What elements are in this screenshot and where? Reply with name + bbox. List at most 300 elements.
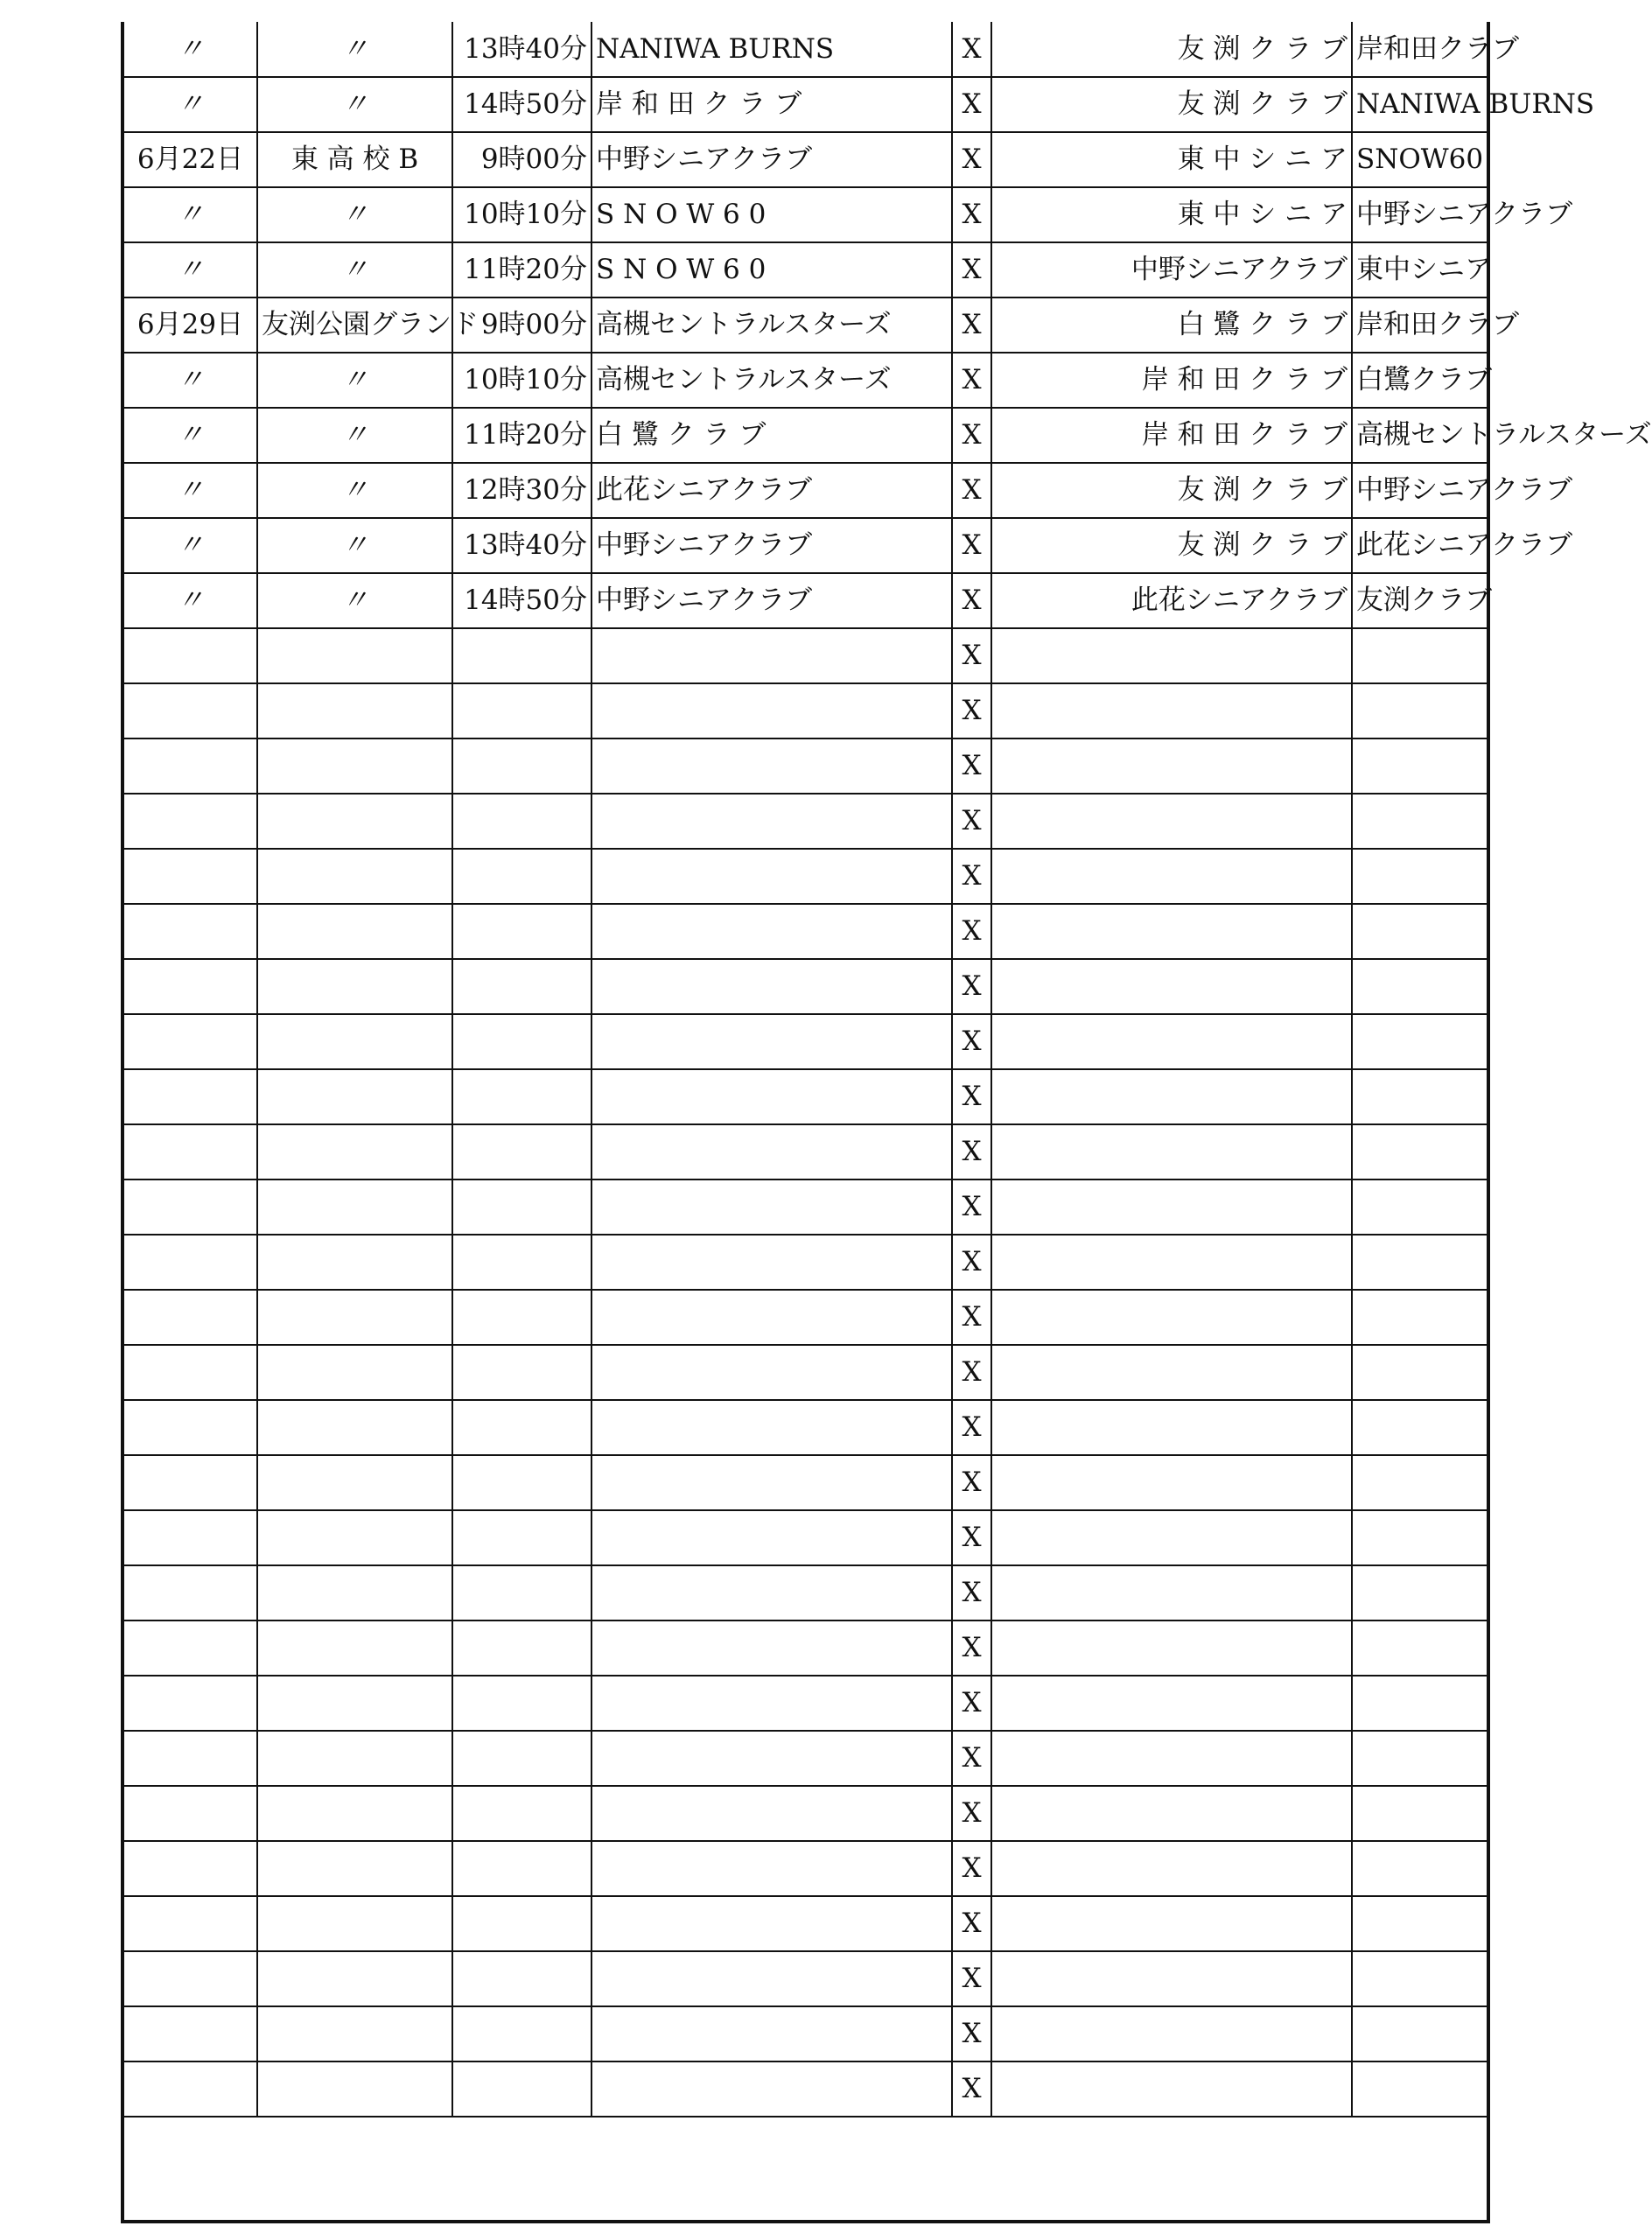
date-cell (124, 1620, 257, 1676)
date-cell (124, 1896, 257, 1951)
table-row (124, 408, 1487, 463)
umpire-team-cell (1352, 1455, 1487, 1510)
date-cell: 〃 (124, 463, 257, 518)
venue-cell (257, 1565, 452, 1620)
umpire-team-cell: 東中シニア (1352, 242, 1487, 298)
venue-cell (257, 1345, 452, 1400)
umpire-team-cell (1352, 1841, 1487, 1896)
home-team-cell (592, 1731, 952, 1786)
date-cell (124, 1345, 257, 1400)
start-time-cell (452, 1841, 592, 1896)
date-cell: 〃 (124, 573, 257, 628)
away-team-cell (991, 1290, 1352, 1345)
table-row (124, 22, 1487, 77)
umpire-team-cell (1352, 2062, 1487, 2117)
table-row (124, 573, 1487, 628)
start-time-cell (452, 1676, 592, 1731)
away-team-cell (991, 1565, 1352, 1620)
date-cell (124, 959, 257, 1014)
start-time-cell (452, 683, 592, 738)
date-cell (124, 1290, 257, 1345)
date-cell: 〃 (124, 22, 257, 77)
start-time-cell (452, 1620, 592, 1676)
date-cell: 〃 (124, 518, 257, 573)
versus-mark: X (952, 1896, 991, 1951)
venue-cell: 〃 (257, 573, 452, 628)
home-team-cell (592, 683, 952, 738)
empty-table-row (124, 1124, 1487, 1180)
umpire-team-cell: 中野シニアクラブ (1352, 463, 1487, 518)
start-time-cell (452, 1565, 592, 1620)
home-team-cell: 中野シニアクラブ (592, 518, 952, 573)
umpire-team-cell (1352, 1786, 1487, 1841)
home-team-cell (592, 1400, 952, 1455)
empty-table-row (124, 1786, 1487, 1841)
date-cell (124, 1510, 257, 1565)
venue-cell (257, 1786, 452, 1841)
home-team-cell (592, 794, 952, 849)
versus-mark: X (952, 904, 991, 959)
away-team-cell: 岸 和 田 ク ラ ブ (991, 408, 1352, 463)
versus-mark: X (952, 1841, 991, 1896)
umpire-team-cell (1352, 1620, 1487, 1676)
start-time-cell: 9時00分 (452, 298, 592, 353)
venue-cell (257, 794, 452, 849)
start-time-cell (452, 628, 592, 683)
date-cell (124, 1400, 257, 1455)
umpire-team-cell (1352, 1510, 1487, 1565)
venue-cell (257, 628, 452, 683)
empty-table-row (124, 1400, 1487, 1455)
umpire-team-cell (1352, 738, 1487, 794)
start-time-cell (452, 2062, 592, 2117)
umpire-team-cell (1352, 1731, 1487, 1786)
start-time-cell (452, 1014, 592, 1069)
away-team-cell (991, 794, 1352, 849)
date-cell: 〃 (124, 187, 257, 242)
umpire-team-cell (1352, 1896, 1487, 1951)
home-team-cell (592, 1124, 952, 1180)
home-team-cell (592, 1290, 952, 1345)
home-team-cell (592, 1455, 952, 1510)
away-team-cell: 白 鷺 ク ラ ブ (991, 298, 1352, 353)
venue-cell (257, 1290, 452, 1345)
umpire-team-cell (1352, 1014, 1487, 1069)
venue-cell: 〃 (257, 353, 452, 408)
away-team-cell (991, 849, 1352, 904)
date-cell (124, 683, 257, 738)
empty-table-row (124, 1455, 1487, 1510)
home-team-cell (592, 904, 952, 959)
umpire-team-cell (1352, 1235, 1487, 1290)
versus-mark: X (952, 1400, 991, 1455)
away-team-cell (991, 2062, 1352, 2117)
date-cell (124, 1455, 257, 1510)
umpire-team-cell (1352, 1180, 1487, 1235)
date-cell (124, 2006, 257, 2062)
versus-mark: X (952, 2062, 991, 2117)
away-team-cell (991, 1345, 1352, 1400)
home-team-cell: NANIWA BURNS (592, 22, 952, 77)
venue-cell (257, 959, 452, 1014)
date-cell (124, 1786, 257, 1841)
versus-mark: X (952, 1620, 991, 1676)
versus-mark: X (952, 1565, 991, 1620)
start-time-cell (452, 1124, 592, 1180)
versus-mark: X (952, 2006, 991, 2062)
empty-table-row (124, 1235, 1487, 1290)
away-team-cell (991, 1786, 1352, 1841)
umpire-team-cell (1352, 849, 1487, 904)
empty-table-row (124, 1565, 1487, 1620)
venue-cell (257, 849, 452, 904)
away-team-cell (991, 1235, 1352, 1290)
home-team-cell (592, 1786, 952, 1841)
home-team-cell (592, 1014, 952, 1069)
home-team-cell: 此花シニアクラブ (592, 463, 952, 518)
start-time-cell (452, 1896, 592, 1951)
away-team-cell (991, 1180, 1352, 1235)
date-cell (124, 1565, 257, 1620)
venue-cell: 〃 (257, 518, 452, 573)
match-schedule-table (124, 22, 1652, 2118)
start-time-cell (452, 1180, 592, 1235)
versus-mark: X (952, 408, 991, 463)
umpire-team-cell (1352, 794, 1487, 849)
start-time-cell (452, 1951, 592, 2006)
empty-table-row (124, 1676, 1487, 1731)
versus-mark: X (952, 959, 991, 1014)
venue-cell: 〃 (257, 77, 452, 132)
umpire-team-cell (1352, 628, 1487, 683)
home-team-cell: 高槻セントラルスターズ (592, 353, 952, 408)
away-team-cell: 友 渕 ク ラ ブ (991, 22, 1352, 77)
away-team-cell (991, 1124, 1352, 1180)
empty-table-row (124, 794, 1487, 849)
empty-table-row (124, 2006, 1487, 2062)
home-team-cell (592, 628, 952, 683)
start-time-cell (452, 1345, 592, 1400)
umpire-team-cell (1352, 2006, 1487, 2062)
date-cell (124, 904, 257, 959)
home-team-cell: S N O W 6 0 (592, 187, 952, 242)
start-time-cell (452, 1510, 592, 1565)
home-team-cell (592, 1841, 952, 1896)
empty-table-row (124, 628, 1487, 683)
home-team-cell (592, 1180, 952, 1235)
umpire-team-cell: NANIWA BURNS (1352, 77, 1487, 132)
versus-mark: X (952, 628, 991, 683)
empty-table-row (124, 1180, 1487, 1235)
venue-cell (257, 2006, 452, 2062)
empty-table-row (124, 1951, 1487, 2006)
home-team-cell: 高槻セントラルスターズ (592, 298, 952, 353)
date-cell (124, 1235, 257, 1290)
table-row (124, 298, 1487, 353)
venue-cell (257, 1235, 452, 1290)
date-cell: 〃 (124, 353, 257, 408)
away-team-cell: 中野シニアクラブ (991, 242, 1352, 298)
away-team-cell (991, 1455, 1352, 1510)
empty-table-row (124, 1290, 1487, 1345)
empty-table-row (124, 1345, 1487, 1400)
date-cell: 6月29日 (124, 298, 257, 353)
versus-mark: X (952, 1345, 991, 1400)
home-team-cell (592, 1235, 952, 1290)
start-time-cell (452, 794, 592, 849)
away-team-cell (991, 738, 1352, 794)
date-cell (124, 2062, 257, 2117)
umpire-team-cell: 白鷺クラブ (1352, 353, 1487, 408)
versus-mark: X (952, 1180, 991, 1235)
table-row (124, 187, 1487, 242)
versus-mark: X (952, 132, 991, 187)
home-team-cell (592, 1345, 952, 1400)
date-cell: 6月22日 (124, 132, 257, 187)
umpire-team-cell (1352, 1565, 1487, 1620)
empty-table-row (124, 1620, 1487, 1676)
versus-mark: X (952, 353, 991, 408)
away-team-cell (991, 1951, 1352, 2006)
umpire-team-cell (1352, 1290, 1487, 1345)
start-time-cell (452, 1786, 592, 1841)
date-cell (124, 1014, 257, 1069)
away-team-cell (991, 1069, 1352, 1124)
date-cell (124, 1731, 257, 1786)
venue-cell (257, 1731, 452, 1786)
away-team-cell (991, 1014, 1352, 1069)
date-cell (124, 1180, 257, 1235)
empty-table-row (124, 904, 1487, 959)
versus-mark: X (952, 1510, 991, 1565)
umpire-team-cell: 此花シニアクラブ (1352, 518, 1487, 573)
start-time-cell (452, 2006, 592, 2062)
start-time-cell: 14時50分 (452, 77, 592, 132)
start-time-cell: 14時50分 (452, 573, 592, 628)
date-cell (124, 1069, 257, 1124)
date-cell (124, 849, 257, 904)
schedule-body (124, 22, 1652, 2117)
venue-cell (257, 1620, 452, 1676)
venue-cell (257, 1069, 452, 1124)
home-team-cell (592, 1565, 952, 1620)
umpire-team-cell (1352, 1069, 1487, 1124)
home-team-cell: 中野シニアクラブ (592, 573, 952, 628)
start-time-cell: 11時20分 (452, 242, 592, 298)
versus-mark: X (952, 794, 991, 849)
start-time-cell: 10時10分 (452, 187, 592, 242)
away-team-cell: 此花シニアクラブ (991, 573, 1352, 628)
start-time-cell: 10時10分 (452, 353, 592, 408)
empty-table-row (124, 1731, 1487, 1786)
home-team-cell (592, 1896, 952, 1951)
away-team-cell (991, 1620, 1352, 1676)
date-cell: 〃 (124, 408, 257, 463)
umpire-team-cell (1352, 683, 1487, 738)
home-team-cell (592, 2062, 952, 2117)
versus-mark: X (952, 1786, 991, 1841)
umpire-team-cell (1352, 1676, 1487, 1731)
venue-cell: 〃 (257, 408, 452, 463)
venue-cell (257, 1400, 452, 1455)
versus-mark: X (952, 1951, 991, 2006)
umpire-team-cell: SNOW60 (1352, 132, 1487, 187)
away-team-cell: 東 中 シ ニ ア (991, 132, 1352, 187)
umpire-team-cell (1352, 1951, 1487, 2006)
versus-mark: X (952, 242, 991, 298)
away-team-cell (991, 2006, 1352, 2062)
versus-mark: X (952, 518, 991, 573)
versus-mark: X (952, 573, 991, 628)
start-time-cell (452, 1400, 592, 1455)
date-cell (124, 1951, 257, 2006)
date-cell (124, 1676, 257, 1731)
start-time-cell: 9時00分 (452, 132, 592, 187)
versus-mark: X (952, 1014, 991, 1069)
away-team-cell: 岸 和 田 ク ラ ブ (991, 353, 1352, 408)
table-row (124, 518, 1487, 573)
start-time-cell (452, 738, 592, 794)
venue-cell (257, 683, 452, 738)
versus-mark: X (952, 1455, 991, 1510)
venue-cell (257, 1896, 452, 1951)
away-team-cell (991, 1510, 1352, 1565)
empty-table-row (124, 2062, 1487, 2117)
venue-cell (257, 1014, 452, 1069)
empty-table-row (124, 738, 1487, 794)
venue-cell (257, 904, 452, 959)
venue-cell: 〃 (257, 187, 452, 242)
venue-cell (257, 1124, 452, 1180)
away-team-cell: 友 渕 ク ラ ブ (991, 518, 1352, 573)
venue-cell (257, 2062, 452, 2117)
versus-mark: X (952, 683, 991, 738)
venue-cell: 〃 (257, 463, 452, 518)
away-team-cell (991, 1676, 1352, 1731)
venue-cell (257, 1455, 452, 1510)
home-team-cell (592, 2006, 952, 2062)
empty-table-row (124, 1510, 1487, 1565)
versus-mark: X (952, 1235, 991, 1290)
start-time-cell (452, 904, 592, 959)
table-row (124, 353, 1487, 408)
empty-table-row (124, 1014, 1487, 1069)
umpire-team-cell (1352, 1345, 1487, 1400)
versus-mark: X (952, 1676, 991, 1731)
schedule-sheet (121, 22, 1652, 2223)
umpire-team-cell: 友渕クラブ (1352, 573, 1487, 628)
away-team-cell (991, 1896, 1352, 1951)
home-team-cell (592, 1676, 952, 1731)
umpire-team-cell (1352, 1400, 1487, 1455)
date-cell (124, 738, 257, 794)
home-team-cell: 岸 和 田 ク ラ ブ (592, 77, 952, 132)
away-team-cell: 東 中 シ ニ ア (991, 187, 1352, 242)
home-team-cell: S N O W 6 0 (592, 242, 952, 298)
versus-mark: X (952, 1069, 991, 1124)
away-team-cell: 友 渕 ク ラ ブ (991, 77, 1352, 132)
umpire-team-cell (1352, 904, 1487, 959)
venue-cell (257, 1841, 452, 1896)
umpire-team-cell (1352, 959, 1487, 1014)
venue-cell: 〃 (257, 22, 452, 77)
start-time-cell (452, 1455, 592, 1510)
date-cell (124, 628, 257, 683)
umpire-team-cell (1352, 1124, 1487, 1180)
umpire-team-cell: 中野シニアクラブ (1352, 187, 1487, 242)
away-team-cell: 友 渕 ク ラ ブ (991, 463, 1352, 518)
start-time-cell: 11時20分 (452, 408, 592, 463)
versus-mark: X (952, 1124, 991, 1180)
date-cell: 〃 (124, 77, 257, 132)
empty-table-row (124, 683, 1487, 738)
versus-mark: X (952, 22, 991, 77)
venue-cell (257, 1180, 452, 1235)
away-team-cell (991, 683, 1352, 738)
versus-mark: X (952, 1731, 991, 1786)
empty-table-row (124, 959, 1487, 1014)
away-team-cell (991, 959, 1352, 1014)
date-cell (124, 1841, 257, 1896)
umpire-team-cell: 岸和田クラブ (1352, 298, 1487, 353)
umpire-team-cell: 岸和田クラブ (1352, 22, 1487, 77)
home-team-cell (592, 1620, 952, 1676)
home-team-cell (592, 959, 952, 1014)
venue-cell (257, 1510, 452, 1565)
table-row (124, 132, 1487, 187)
date-cell (124, 1124, 257, 1180)
start-time-cell (452, 1235, 592, 1290)
versus-mark: X (952, 738, 991, 794)
venue-cell (257, 1676, 452, 1731)
empty-table-row (124, 1841, 1487, 1896)
versus-mark: X (952, 187, 991, 242)
venue-cell: 友渕公園グランド (257, 298, 452, 353)
versus-mark: X (952, 463, 991, 518)
home-team-cell (592, 1510, 952, 1565)
start-time-cell (452, 1069, 592, 1124)
home-team-cell: 白 鷺 ク ラ ブ (592, 408, 952, 463)
away-team-cell (991, 628, 1352, 683)
table-row (124, 77, 1487, 132)
date-cell: 〃 (124, 242, 257, 298)
date-cell (124, 794, 257, 849)
start-time-cell: 13時40分 (452, 518, 592, 573)
start-time-cell (452, 959, 592, 1014)
home-team-cell (592, 738, 952, 794)
venue-cell: 〃 (257, 242, 452, 298)
home-team-cell (592, 1951, 952, 2006)
empty-table-row (124, 1896, 1487, 1951)
away-team-cell (991, 1731, 1352, 1786)
umpire-team-cell: 高槻セントラルスターズ (1352, 408, 1487, 463)
venue-cell: 東 高 校 B (257, 132, 452, 187)
venue-cell (257, 738, 452, 794)
empty-table-row (124, 849, 1487, 904)
table-row (124, 242, 1487, 298)
versus-mark: X (952, 1290, 991, 1345)
venue-cell (257, 1951, 452, 2006)
versus-mark: X (952, 298, 991, 353)
versus-mark: X (952, 77, 991, 132)
home-team-cell (592, 849, 952, 904)
table-row (124, 463, 1487, 518)
versus-mark: X (952, 849, 991, 904)
start-time-cell: 13時40分 (452, 22, 592, 77)
away-team-cell (991, 1400, 1352, 1455)
away-team-cell (991, 1841, 1352, 1896)
away-team-cell (991, 904, 1352, 959)
